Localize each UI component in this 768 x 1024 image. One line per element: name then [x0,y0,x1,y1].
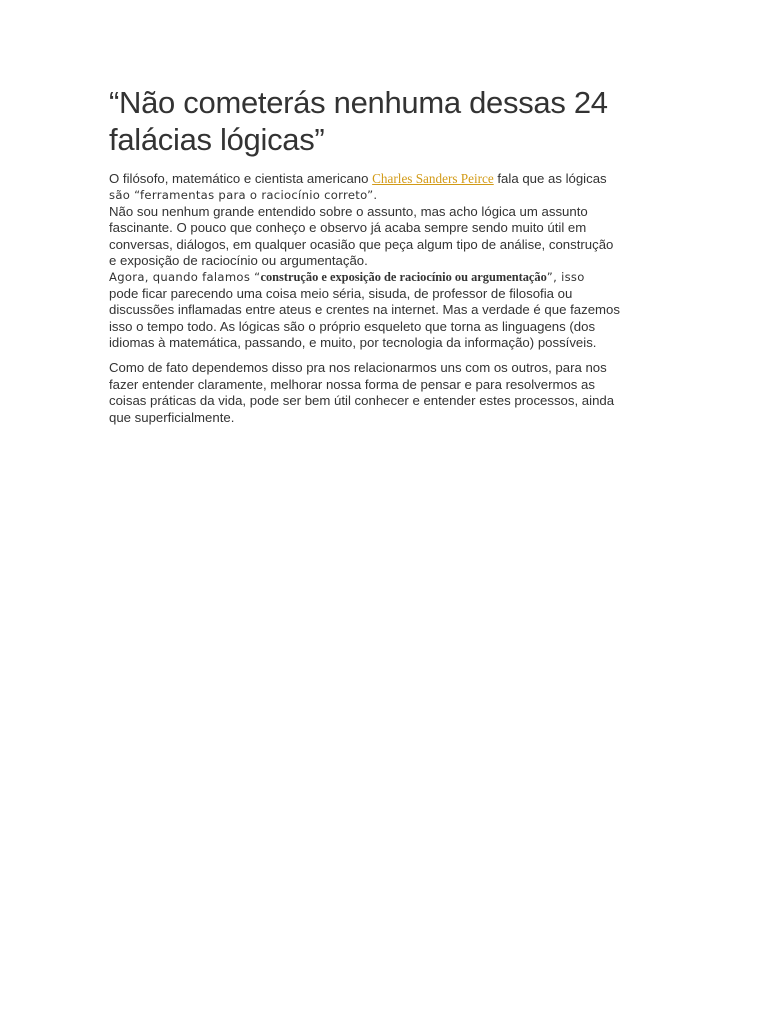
charles-sanders-peirce-link[interactable]: Charles Sanders Peirce [372,171,494,186]
text-line: fazer entender claramente, melhorar nossa forma de pensar e para resolvermos as [109,376,595,392]
text-line: Não sou nenhum grande entendido sobre o assunto, mas acho lógica um assunto [109,203,588,219]
text-segment: Agora, quando falamos “ [109,270,261,285]
paragraph-2 [109,360,639,426]
text-line [109,269,639,285]
text-line [109,171,639,187]
article-content [109,84,639,426]
text-segment: fala que as lógicas [493,171,607,186]
article-title [109,84,639,158]
text-line: são “ferramentas para o raciocínio correto”. [109,188,378,203]
text-line: que superficialmente. [109,409,235,425]
text-segment: O filósofo, matemático e cientista americano [109,171,373,186]
text-line: coisas práticas da vida, pode ser bem útil conhecer e entender estes processos, ainda [109,393,615,409]
text-line: idiomas à matemática, passando, e muito, por tecnologia da informação) possíveis. [109,335,597,351]
text-line: fascinante. O pouco que conheço e observo já acaba sempre sendo muito útil em [109,220,587,236]
text-line: discussões inflamadas entre ateus e crentes na internet. Mas a verdade é que fazemos [109,302,620,318]
text-line: Como de fato dependemos disso pra nos relacionarmos uns com os outros, para nos [109,360,607,376]
title-line: falácias lógicas” [109,122,325,157]
text-line: isso o tempo todo. As lógicas são o próprio esqueleto que torna as linguagens (dos [109,318,596,334]
text-line: conversas, diálogos, em qualquer ocasião que peça algum tipo de análise, construção [109,236,614,252]
emphasized-text: construção e exposição de raciocínio ou argumentação [260,270,547,285]
text-line: e exposição de raciocínio ou argumentação. [109,253,368,269]
title-line: “Não cometerás nenhuma dessas 24 [109,85,608,120]
paragraph-1 [109,171,639,351]
text-segment: ”, isso [546,270,585,285]
text-line: pode ficar parecendo uma coisa meio séria, sisuda, de professor de filosofia ou [109,285,573,301]
